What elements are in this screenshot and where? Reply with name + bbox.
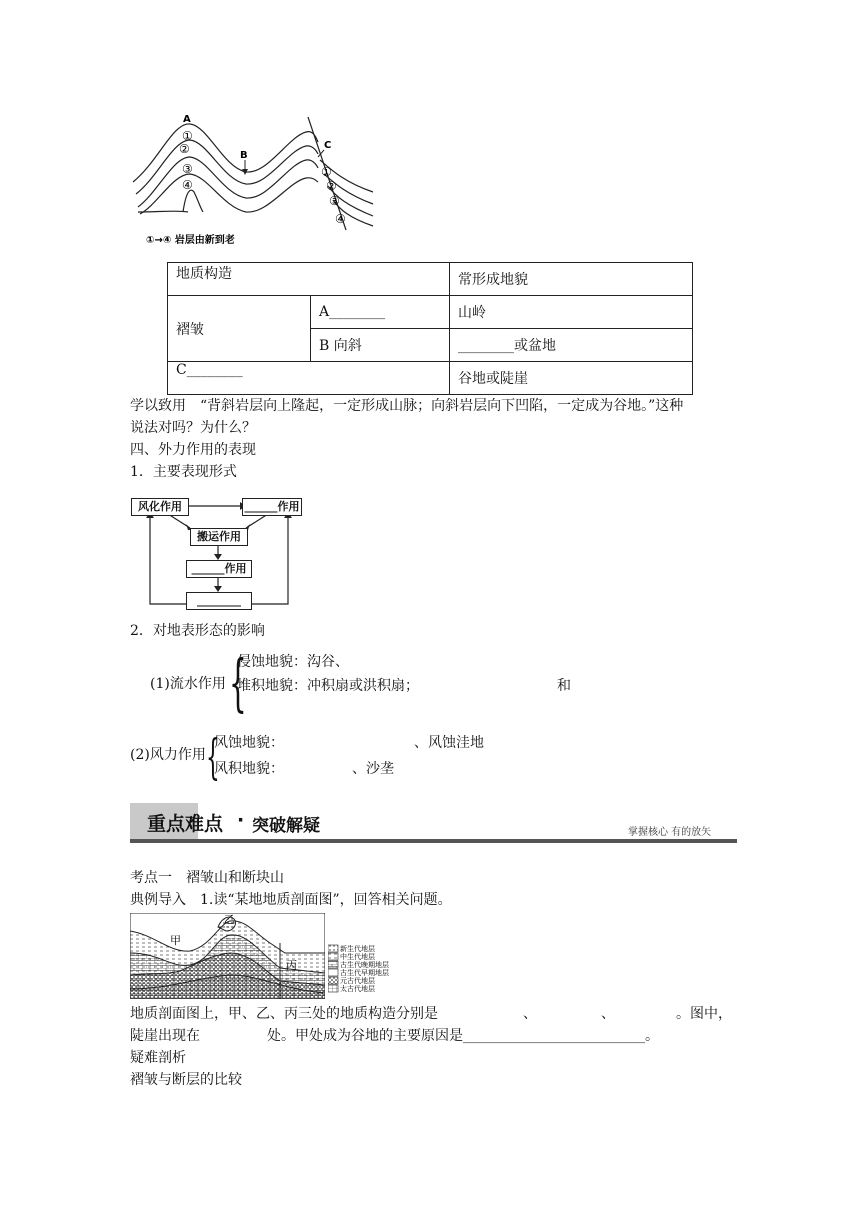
layer-right-1: ① [321,165,332,179]
label-c: C [324,140,332,151]
layer-right-4: ④ [335,212,346,226]
question-1-sep2: 、 [601,1006,615,1022]
layer-left-4: ④ [182,178,193,192]
table-b-landform: ________或盆地 [450,329,693,362]
question-1: 地质剖面图上，甲、乙、丙三处的地质构造分别是 [130,1006,438,1022]
analysis-heading: 疑难剖析 [130,1050,186,1066]
table-c: C________ [168,362,450,395]
subheading-2: 2．对地表形态的影响 [130,623,265,639]
question-1-sep1: 、 [523,1006,537,1022]
table-fold: 褶皱 [168,296,311,362]
water-action: (1)流水作用 [150,676,226,692]
example-text: 典例导入 1.读“某地地质剖面图”，回答相关问题。 [130,892,452,908]
layer-right-2: ② [326,179,337,193]
banner-dot: · [237,809,245,831]
point-title: 考点一 褶皱山和断块山 [130,870,284,886]
legend-6: 太古代地层 [340,985,375,993]
label-b: B [240,150,248,161]
layer-left-2: ② [179,142,190,156]
legend-1: 新生代地层 [340,945,375,953]
section-yi: 乙 [224,913,235,926]
layer-left-1: ① [182,129,193,143]
table-a: A________ [311,296,450,329]
question-1-end: 。图中， [676,1006,732,1022]
label-a: A [183,114,191,125]
fold-caption: ①→④ 岩层由新到老 [146,235,235,246]
legend-5: 元古代地层 [340,977,375,985]
banner-sub: 突破解疑 [252,816,320,836]
water-erosion: 侵蚀地貌：沟谷、 [237,654,349,670]
subheading-1: 1．主要表现形式 [130,464,237,480]
section-jia: 甲 [170,934,181,947]
table-b: B 向斜 [311,329,450,362]
legend-3: 古生代晚期地层 [340,961,389,969]
apply-text: 学以致用 “背斜岩层向上隆起，一定形成山脉；向斜岩层向下凹陷，一定成为谷地。”这种 [130,398,684,414]
fold-diagram [128,112,378,252]
consolidation-box: ________ [186,592,252,610]
legend-2: 中生代地层 [340,953,375,961]
weathering-box: 风化作用 [131,498,189,516]
question-2b: 处。甲处成为谷地的主要原因是__________________________。 [267,1028,659,1044]
section-4-heading: 四、外力作用的表现 [130,442,256,458]
water-and: 和 [557,678,571,694]
apply-text-2: 说法对吗？为什么？ [130,420,256,436]
compare-heading: 褶皱与断层的比较 [130,1072,242,1088]
deposition-box: ______作用 [186,560,252,578]
table-c-landform: 谷地或陡崖 [450,362,693,395]
table-h2: 常形成地貌 [450,263,693,296]
section-bing: 丙 [286,959,297,972]
brace-water: { [229,646,247,719]
wind-deposit: 风积地貌： [214,761,284,777]
legend-4: 古生代早期地层 [340,969,389,977]
layer-left-3: ③ [182,162,193,176]
structure-table [167,262,693,395]
section-legend [328,944,428,1000]
wind-erosion-2: 、风蚀洼地 [414,735,484,751]
table-a-landform: 山岭 [450,296,693,329]
brace-wind: { [206,729,220,785]
banner-right: 掌握核心 有的放矢 [628,827,712,838]
layer-right-3: ③ [329,194,340,208]
question-2: 陡崖出现在 [130,1028,200,1044]
wind-erosion: 风蚀地貌： [214,735,284,751]
wind-deposit-2: 、沙垄 [352,761,394,777]
banner-main: 重点难点 [147,813,224,835]
wind-action: (2)风力作用 [130,747,206,763]
section-banner [130,803,737,843]
erosion-box: ______作用 [242,498,302,516]
geologic-section [130,913,325,999]
table-h1: 地质构造 [168,263,450,296]
transport-box: 搬运作用 [190,528,248,546]
water-deposit: 堆积地貌：冲积扇或洪积扇； [237,678,419,694]
